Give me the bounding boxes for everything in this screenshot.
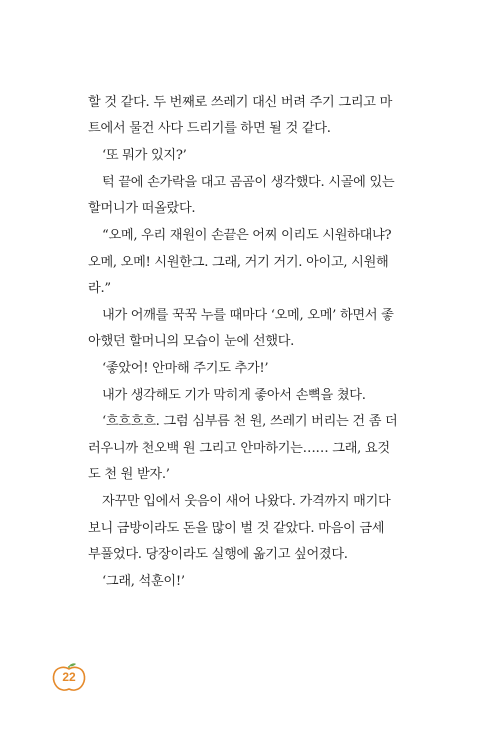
body-line: ‘또 뭐가 있지?’ [102, 148, 187, 163]
body-line: 트에서 물건 사다 드리기를 하면 될 것 같다. [88, 121, 331, 136]
body-line: ‘좋았어! 안마해 주기도 추가!’ [102, 361, 269, 376]
body-line: 내가 어깨를 꾹꾹 누를 때마다 ‘오메, 오메’ 하면서 좋 [102, 308, 394, 323]
body-line: 오메, 오메! 시원한그. 그래, 거기 거기. 아이고, 시원해 [88, 255, 389, 270]
body-line: 할머니가 떠올랐다. [88, 201, 196, 216]
page-number-badge [50, 662, 88, 692]
body-line: 턱 끝에 손가락을 대고 곰곰이 생각했다. 시골에 있는 [102, 175, 395, 190]
body-line: ‘흐흐흐흐. 그럼 심부름 천 원, 쓰레기 버리는 건 좀 더 [102, 414, 398, 429]
body-line: 러우니까 천오백 원 그리고 안마하기는…… 그래, 요것 [88, 441, 390, 456]
body-line: 도 천 원 받자.’ [88, 467, 170, 482]
body-line: 부풀었다. 당장이라도 실행에 옮기고 싶어졌다. [88, 547, 348, 562]
body-line: “오메, 우리 재원이 손끝은 어찌 이리도 시원하대냐? [102, 228, 392, 243]
body-line: 보니 금방이라도 돈을 많이 벌 것 같았다. 마음이 금세 [88, 521, 385, 536]
body-line: ‘그래, 석훈이!’ [102, 574, 185, 589]
body-line: 라.” [88, 281, 111, 296]
body-line: 내가 생각해도 기가 막히게 좋아서 손뼉을 쳤다. [102, 388, 366, 403]
body-line: 할 것 같다. 두 번째로 쓰레기 대신 버려 주기 그리고 마 [88, 95, 393, 110]
body-line: 자꾸만 입에서 웃음이 새어 나왔다. 가격까지 매기다 [102, 494, 391, 509]
page-number: 22 [62, 670, 76, 684]
body-line: 아했던 할머니의 모습이 눈에 선했다. [88, 334, 295, 349]
